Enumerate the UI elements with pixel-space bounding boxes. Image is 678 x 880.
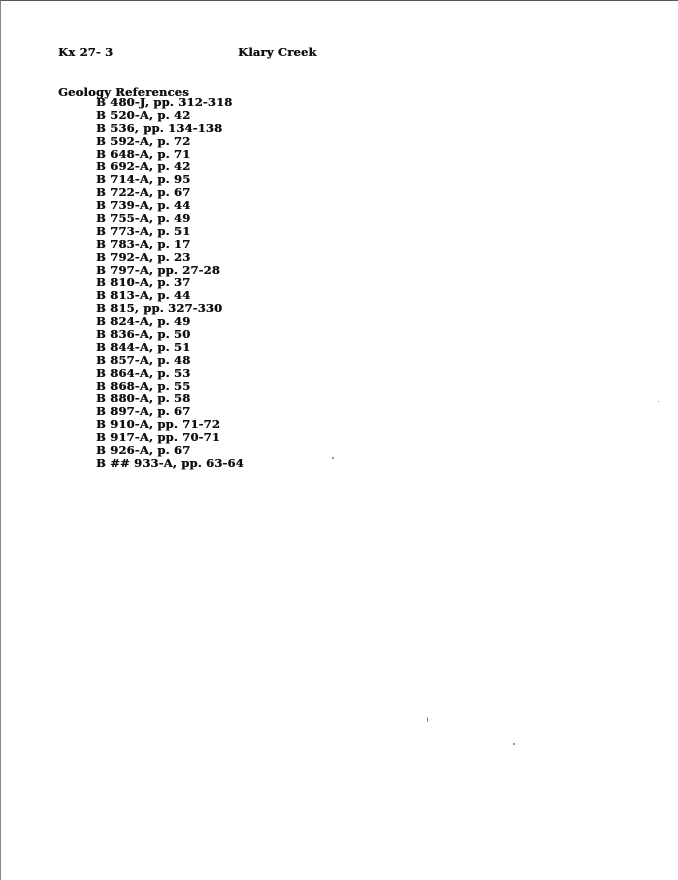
list-item: B 755-A, p. 49 [96, 211, 191, 226]
section-heading: Geology References [58, 85, 189, 99]
list-item: B 910-A, pp. 71-72 [96, 417, 220, 432]
list-item: B 815, pp. 327-330 [96, 301, 223, 316]
list-item: B 836-A, p. 50 [96, 327, 191, 342]
scan-speck [427, 717, 428, 722]
list-item: B 714-A, p. 95 [96, 172, 191, 187]
list-item: B 864-A, p. 53 [96, 365, 191, 380]
list-item: B 897-A, p. 67 [96, 404, 191, 419]
scan-speck [658, 401, 659, 402]
list-item: B ## 933-A, pp. 63-64 [96, 455, 244, 470]
list-item: B 868-A, p. 55 [96, 378, 191, 393]
list-item: B 520-A, p. 42 [96, 107, 191, 122]
list-item: B 739-A, p. 44 [96, 198, 191, 213]
list-item: B 917-A, pp. 70-71 [96, 430, 220, 445]
reference-list [96, 96, 244, 470]
list-item: B 592-A, p. 72 [96, 133, 191, 148]
list-item: B 880-A, p. 58 [96, 391, 191, 406]
list-item: B 792-A, p. 23 [96, 249, 191, 264]
list-item: B 480-J, pp. 312-318 [96, 95, 233, 109]
document-code: Kx 27- 3 [58, 45, 114, 59]
list-item: B 926-A, p. 67 [96, 443, 191, 458]
scan-speck [332, 457, 334, 459]
list-item: B 813-A, p. 44 [96, 288, 191, 303]
list-item: B 773-A, p. 51 [96, 223, 191, 238]
list-item: B 797-A, pp. 27-28 [96, 262, 220, 277]
list-item: B 722-A, p. 67 [96, 185, 191, 200]
list-item: B 824-A, p. 49 [96, 314, 191, 329]
list-item: B 692-A, p. 42 [96, 159, 191, 174]
list-item: B 810-A, p. 37 [96, 275, 191, 290]
list-item: B 857-A, p. 48 [96, 352, 191, 367]
list-item: B 536, pp. 134-138 [96, 120, 223, 135]
list-item: B 648-A, p. 71 [96, 146, 191, 161]
scan-speck [513, 743, 515, 745]
list-item: B 844-A, p. 51 [96, 339, 191, 354]
list-item: B 783-A, p. 17 [96, 236, 191, 251]
document-title: Klary Creek [238, 45, 317, 59]
